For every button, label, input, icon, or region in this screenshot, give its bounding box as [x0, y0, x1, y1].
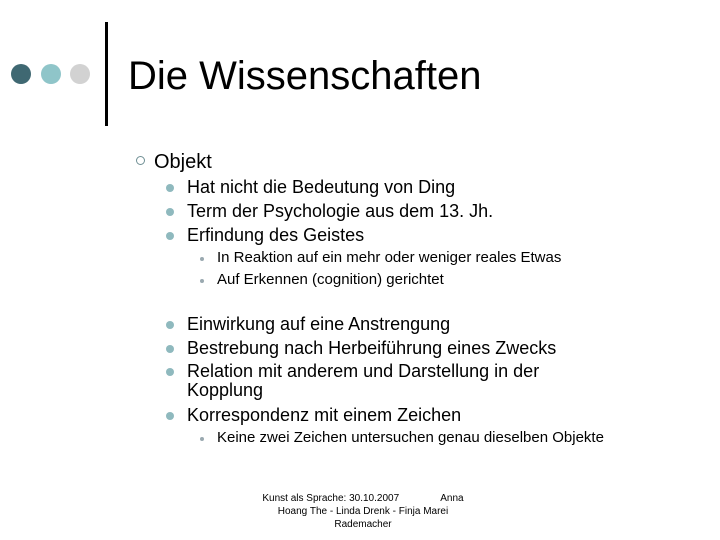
list-item: Keine zwei Zeichen untersuchen genau dieselben Objekte [200, 429, 640, 446]
list-item: Einwirkung auf eine Anstrengung [166, 312, 606, 336]
list-item: Korrespondenz mit einem Zeichen [166, 403, 606, 427]
list-item: In Reaktion auf ein mehr oder weniger reales Etwas [200, 247, 561, 269]
bullet-icon [166, 321, 174, 329]
bullet-icon [200, 279, 204, 283]
list-item: Bestrebung nach Herbeiführung eines Zwecks [166, 336, 606, 360]
bullet-icon [166, 184, 174, 192]
list-item: Auf Erkennen (cognition) gerichtet [200, 269, 561, 291]
list-item: Erfindung des Geistes [166, 223, 493, 247]
list-item: Relation mit anderem und Darstellung in der Kopplung [166, 360, 606, 403]
sub-sub-list-b [200, 429, 640, 446]
bullet-icon [200, 437, 204, 441]
decor-dot-dark [11, 64, 31, 84]
sub-list-b [166, 312, 606, 427]
decor-dot-light [70, 64, 90, 84]
sub-list-a [166, 175, 493, 247]
list-item: Term der Psychologie aus dem 13. Jh. [166, 199, 493, 223]
level1-item: Objekt [154, 151, 212, 173]
title-divider [105, 22, 108, 126]
level1-bullet-icon [136, 156, 145, 165]
bullet-icon [200, 257, 204, 261]
bullet-icon [166, 368, 174, 376]
slide-title: Die Wissenschaften [128, 54, 482, 98]
sub-sub-list-a [200, 247, 561, 291]
decor-dot-mid [41, 64, 61, 84]
list-item: Hat nicht die Bedeutung von Ding [166, 175, 493, 199]
slide-footer: Kunst als Sprache: 30.10.2007 Anna Hoang The - Linda Drenk - Finja Marei Rademacher [262, 493, 464, 530]
bullet-icon [166, 345, 174, 353]
bullet-icon [166, 412, 174, 420]
bullet-icon [166, 232, 174, 240]
bullet-icon [166, 208, 174, 216]
